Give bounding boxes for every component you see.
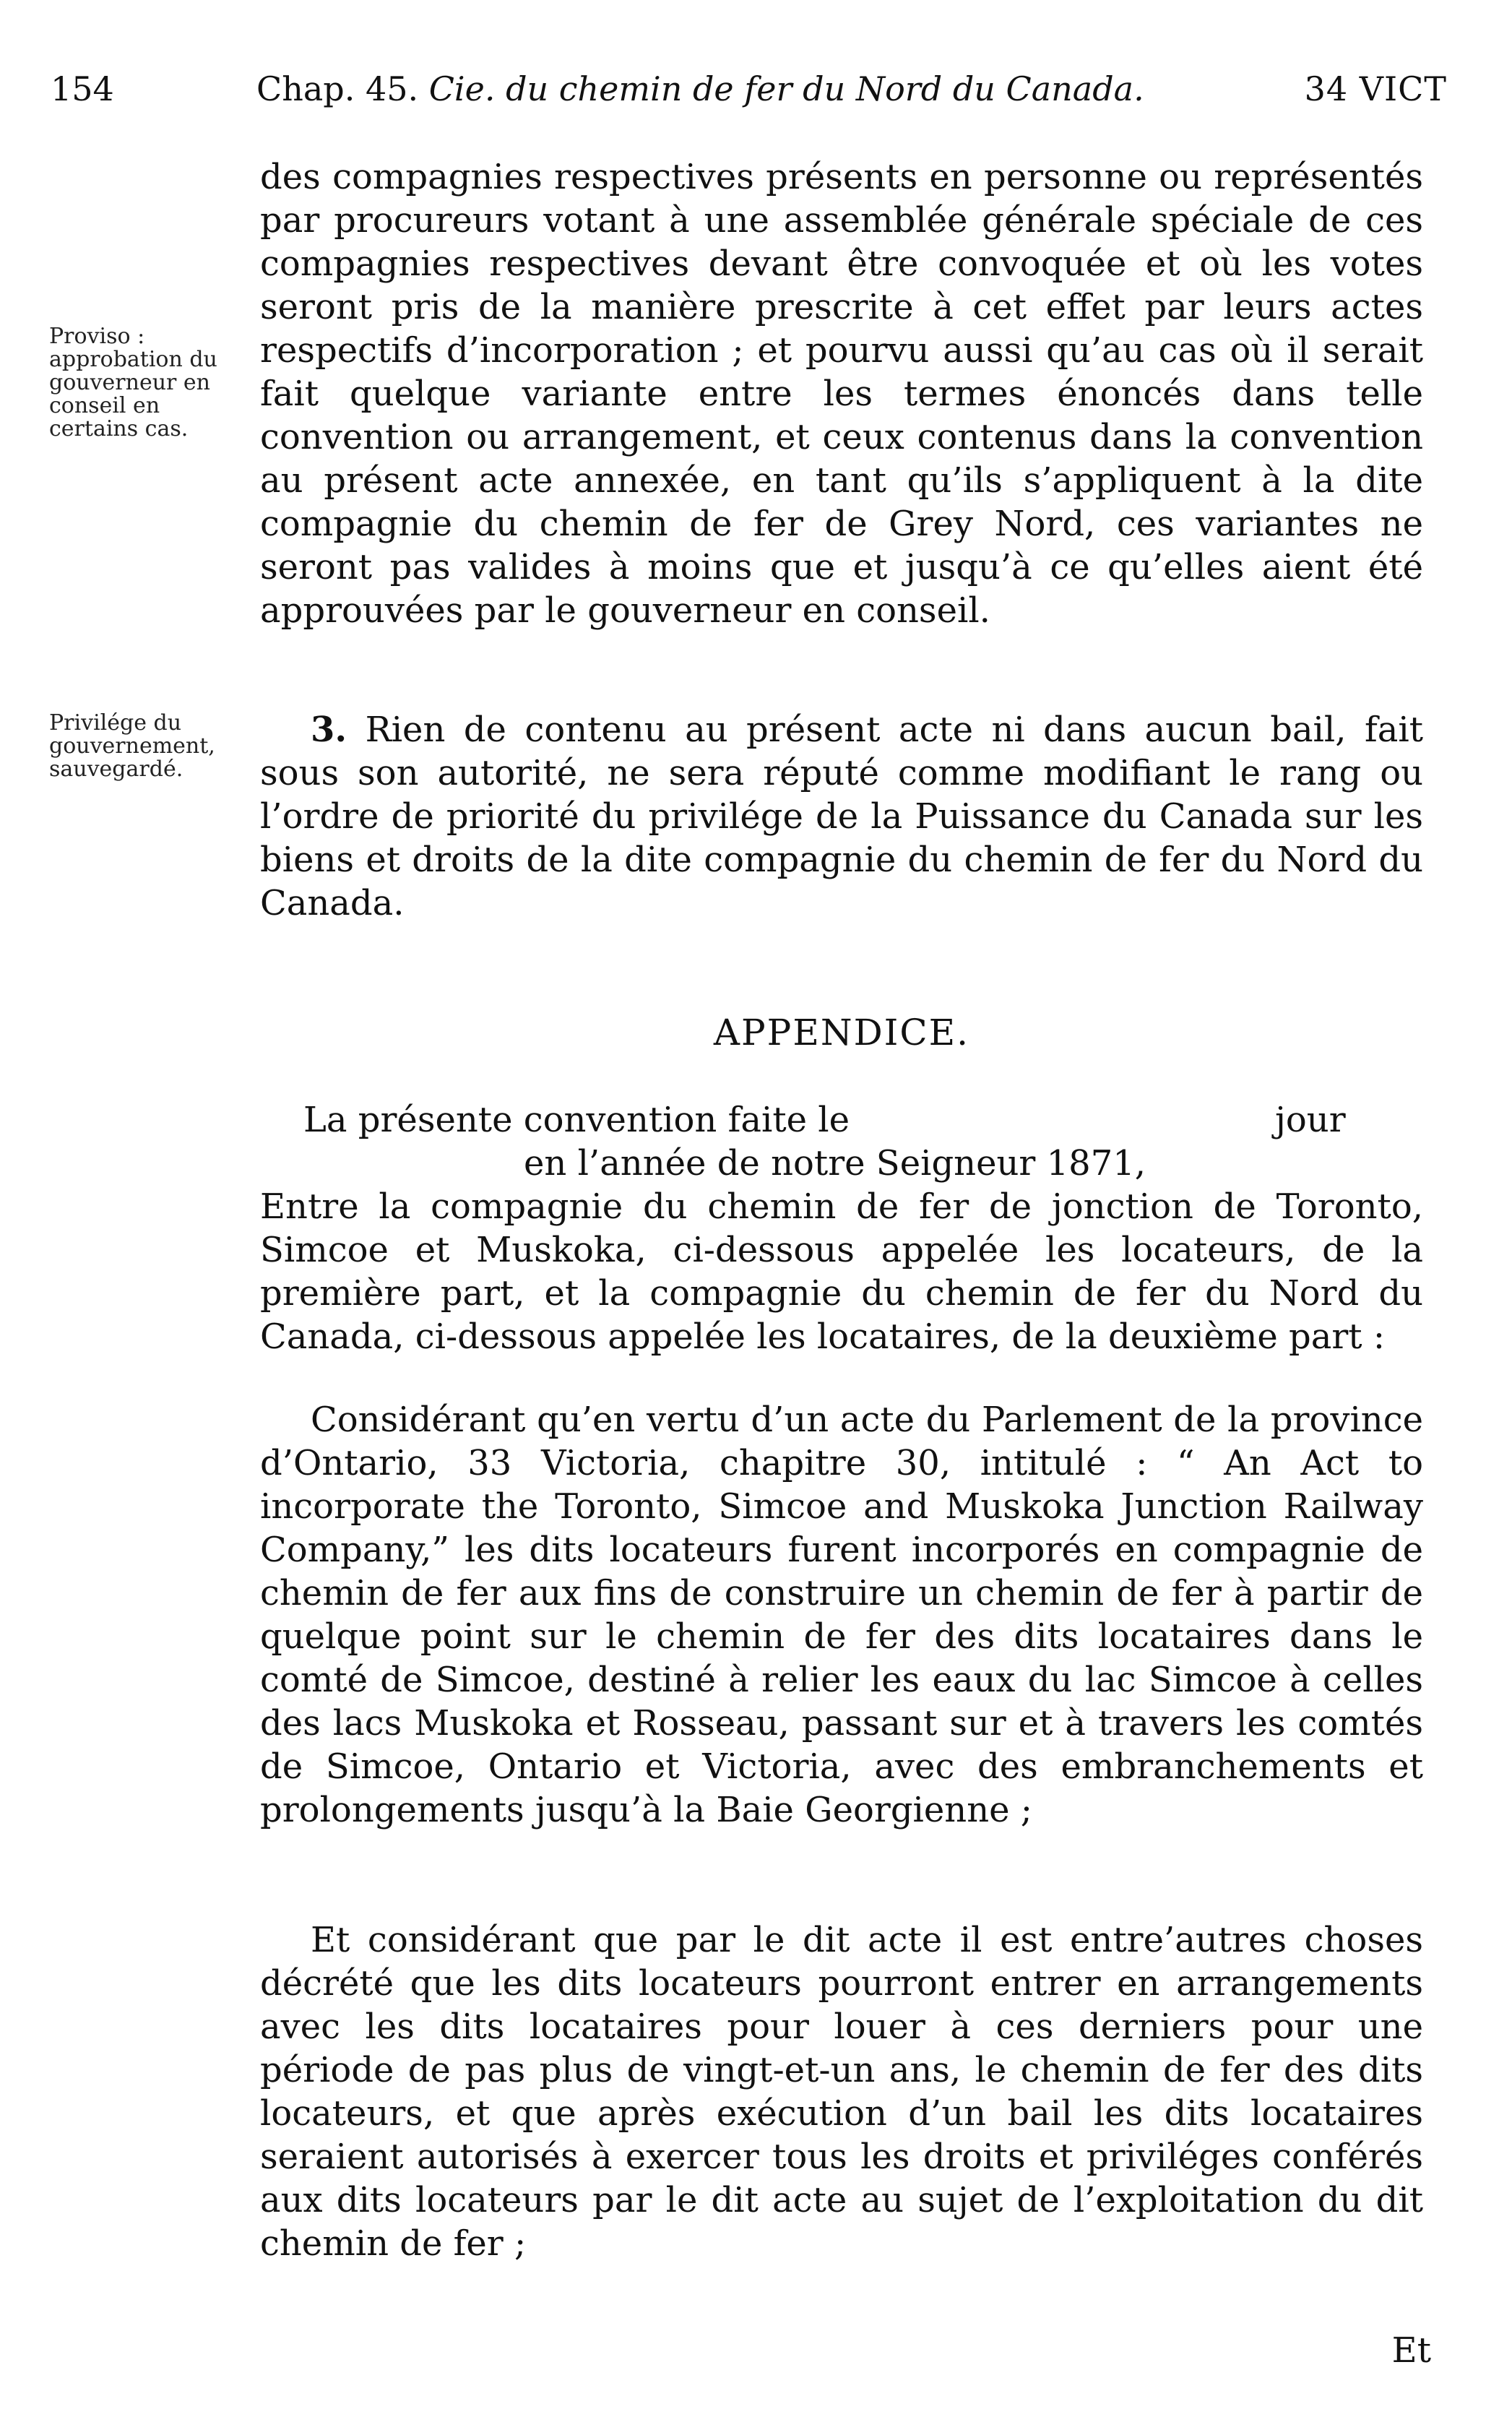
appendix-title: APPENDICE. [713, 1012, 970, 1053]
chapter-label: Chap. 45. [256, 69, 419, 108]
considerant-1-paragraph [260, 1398, 1423, 1832]
section-3-paragraph [260, 708, 1423, 925]
corporation-name: Cie. du chemin de fer du Nord du Canada. [428, 69, 1144, 108]
margin-note-privilege: Privilége du gouvernement, sauvegardé. [49, 710, 215, 782]
parties-text: Entre la compagnie du chemin de fer de jonction de Toronto, Simcoe et Muskoka, ci-dessous appelée les locateurs, de la première part, et la compagnie du chemin de fer du Nord du Canada, ci-dessous appelée les locataires, de la deuxième part : [260, 1186, 1423, 1357]
considerant-2-text: Et considérant que par le dit acte il est entre’autres choses décrété que les dits locateurs pourront entrer en arrangements avec les dits locataires pour louer à ces derniers pour une période de pas plus de vingt-et-un ans, le chemin de fer des dits locateurs, et que après exécution d’un bail les dits locataires seraient autorisés à exercer tous les droits et priviléges conférés aux dits locateurs par le dit acte au sujet de l’exploitation du dit chemin de fer ; [260, 1920, 1423, 2264]
catchword: Et [1391, 2330, 1431, 2371]
considerant-2-paragraph [260, 1918, 1423, 2265]
parties-paragraph [260, 1185, 1423, 1358]
continuation-text: des compagnies respectives présents en personne ou représentés par procureurs votant à une assemblée générale spéciale de ces compagnies respectives devant être convoquée et où les votes seront pris de la manière prescrite à cet effet par leurs actes respectifs d’incorporation ; et pourvu aussi qu’au cas où il serait fait quelque variante entre les termes énoncés dans telle convention ou arrangement, et ceux contenus dans la convention au présent acte annexée, en tant qu’ils s’appliquent à la dite compagnie du chemin de fer de Grey Nord, ces variantes ne seront pas valides à moins que et jusqu’à ce qu’elles aient été approuvées par le gouverneur en conseil. [260, 157, 1423, 631]
continuation-paragraph [260, 155, 1423, 632]
considerant-1-text: Considérant qu’en vertu d’un acte du Parlement de la province d’Ontario, 33 Victoria, chapitre 30, intitulé : “ An Act to incorporate the Toronto, Simcoe and Muskoka Junction Railway Company,” les dits locateurs furent incorporés en compagnie de chemin de fer aux fins de construire un chemin de fer à partir de quelque point sur le chemin de fer des dits locataires dans le comté de Simcoe, destiné à relier les eaux du lac Simcoe à celles des lacs Muskoka et Rosseau, passant sur et à travers les comtés de Simcoe, Ontario et Victoria, avec des embranchements et prolongements jusqu’à la Baie Georgienne ; [260, 1400, 1423, 1830]
running-header [51, 64, 1447, 114]
convention-line-2: en l’année de notre Seigneur 1871, [524, 1143, 1146, 1184]
section-3-text: Rien de contenu au présent acte ni dans aucun bail, fait sous son autorité, ne sera réputé comme modifiant le rang ou l’ordre de priorité du privilége de la Puissance du Canada sur les biens et droits de la dite compagnie du chemin de fer du Nord du Canada. [260, 710, 1423, 923]
convention-date-text: La présente convention faite le [303, 1100, 850, 1140]
margin-note-proviso: Proviso : approbation du gouverneur en conseil en certains cas. [49, 324, 217, 441]
running-title [256, 64, 1144, 114]
section-3 [260, 708, 1423, 925]
page-number: 154 [51, 69, 114, 108]
convention-jour: jour [1275, 1100, 1346, 1140]
convention-line-1 [303, 1098, 1346, 1142]
section-number: 3. [311, 710, 347, 750]
statute-year-ref: 34 VICT [1304, 69, 1447, 108]
